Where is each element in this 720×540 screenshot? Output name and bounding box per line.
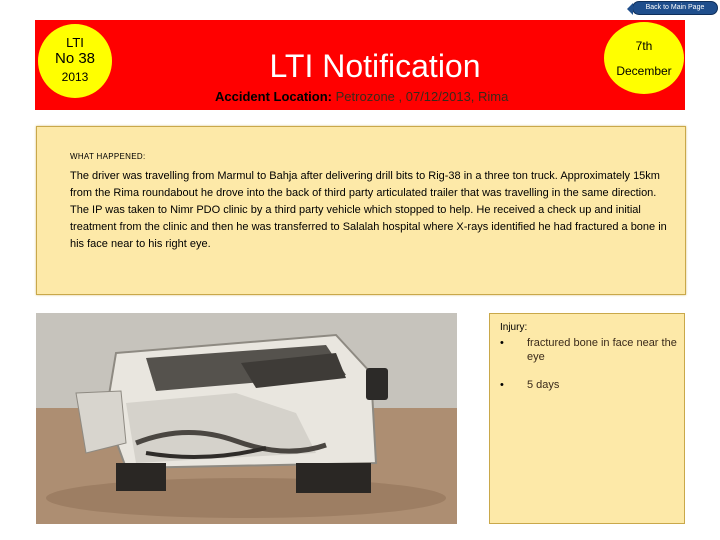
back-to-main-page-button[interactable]: Back to Main Page	[632, 1, 718, 15]
damaged-truck-photo	[36, 313, 457, 524]
page-title: LTI Notification	[269, 48, 481, 84]
injury-heading: Injury:	[500, 322, 528, 333]
bullet-icon: •	[500, 337, 504, 349]
location-value: Petrozone , 07/12/2013, Rima	[335, 89, 509, 104]
what-happened-panel	[36, 126, 686, 295]
badge-lti-label: LTI	[66, 35, 84, 50]
date-badge	[604, 22, 684, 94]
date-month: December	[616, 64, 672, 78]
what-happened-heading: WHAT HAPPENED:	[70, 152, 146, 161]
badge-lti-year: 2013	[61, 70, 89, 84]
list-item	[500, 336, 680, 364]
injury-item-text: fractured bone in face near the eye	[527, 337, 677, 363]
what-happened-paragraph-2: The IP was taken to Nimr PDO clinic by a third party vehicle which stopped to help. He received a check up and initial treatment from the clinic and then he was transferred to Salalah hospital where X-rays identified he had fractured a bone in his face near to his right eye.	[70, 204, 667, 250]
accident-location	[215, 89, 508, 105]
damaged-truck-icon	[36, 313, 457, 524]
lti-number-badge	[38, 24, 112, 98]
what-happened-text	[70, 168, 680, 253]
injury-list	[500, 336, 680, 392]
location-label: Accident Location:	[215, 89, 333, 104]
badge-lti-number: No 38	[54, 50, 96, 67]
injury-item-text: 5 days	[527, 379, 560, 391]
bullet-icon: •	[500, 379, 504, 391]
injury-panel	[489, 313, 685, 524]
date-day: 7th	[635, 39, 653, 53]
list-item	[500, 378, 680, 392]
what-happened-paragraph-1: The driver was travelling from Marmul to Bahja after delivering drill bits to Rig-38 in a three ton truck. Approximately 15km from the Rima roundabout he drove into the back of third party articulated trailer that was travelling in the same direction.	[70, 170, 660, 199]
